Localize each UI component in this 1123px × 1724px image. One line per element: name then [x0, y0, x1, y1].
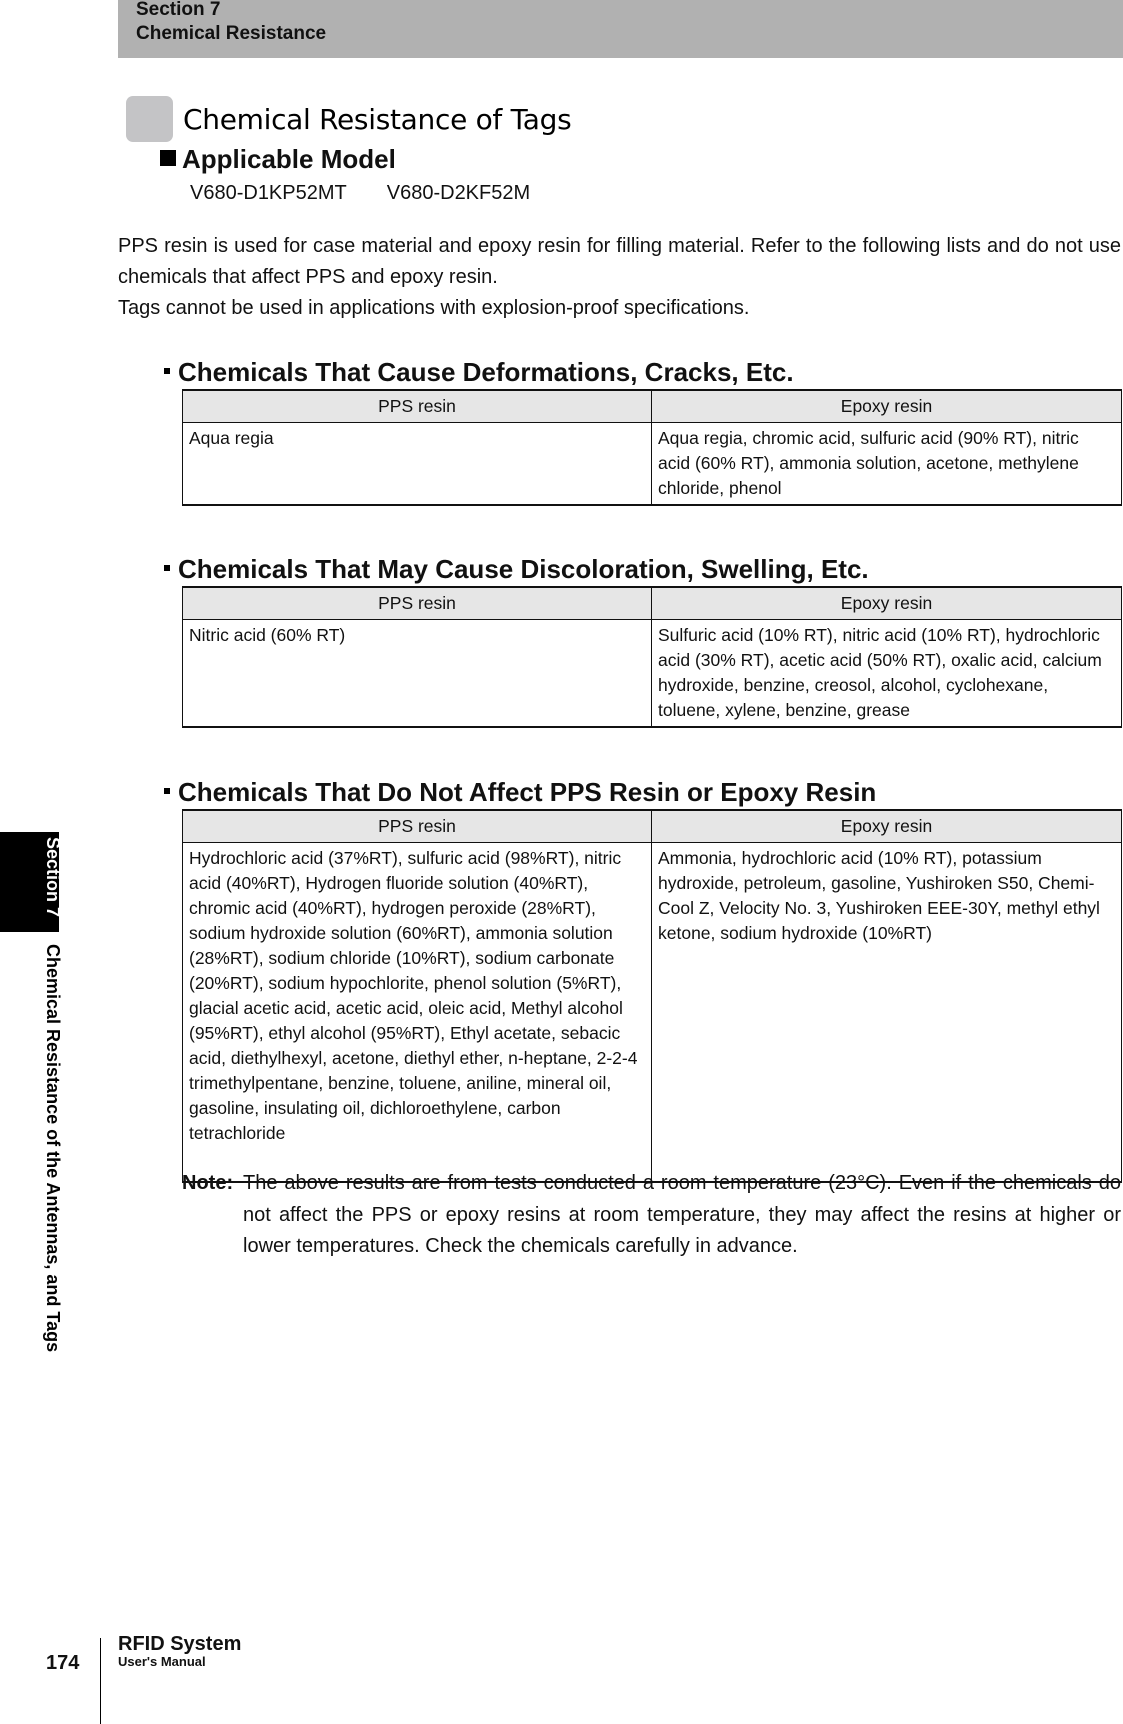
model-item: V680-D1KP52MT — [190, 182, 347, 204]
bullet-icon — [164, 368, 170, 374]
page-number: 174 — [46, 1652, 80, 1674]
chemicals-table-no-effect — [182, 809, 1122, 1183]
applicable-model-label: Applicable Model — [182, 144, 396, 174]
table-header-row — [183, 587, 1122, 620]
page-title: Chemical Resistance of Tags — [183, 103, 572, 136]
epoxy-cell: Aqua regia, chromic acid, sulfuric acid (90% RT), nitric acid (60% RT), ammonia solution, acetone, methylene chloride, phenol — [652, 423, 1122, 506]
footer-manual-subtitle: User's Manual — [118, 1654, 206, 1669]
epoxy-cell: Sulfuric acid (10% RT), nitric acid (10% RT), hydrochloric acid (30% RT), acetic acid (50% RT), oxalic acid, calcium hydroxide, benzine, creosol, alcohol, cyclohexane, toluene, xylene, benzine, grease — [652, 620, 1122, 728]
column-header-epoxy: Epoxy resin — [652, 587, 1122, 620]
chemicals-table-deformation — [182, 389, 1122, 506]
table-header-row — [183, 810, 1122, 843]
note-label: Note: — [182, 1172, 234, 1194]
note-text: The above results are from tests conducted a room temperature (23°C). Even if the chemicals do not affect the PPS or epoxy resins at room temperature, they may affect the resins at higher or lower temperatures. Check the chemicals carefully in advance. — [243, 1172, 1121, 1257]
table-heading — [164, 356, 794, 388]
table-row — [183, 843, 1122, 1182]
note-block — [182, 1168, 1121, 1263]
column-header-pps: PPS resin — [183, 390, 652, 423]
chemicals-table-discoloration — [182, 586, 1122, 728]
column-header-pps: PPS resin — [183, 587, 652, 620]
table-row — [183, 620, 1122, 728]
bullet-icon — [164, 788, 170, 794]
column-header-epoxy: Epoxy resin — [652, 810, 1122, 843]
section-number: Section 7 — [136, 0, 221, 20]
intro-paragraph: PPS resin is used for case material and epoxy resin for filling material. Refer to the following lists and do not use chemicals that affect PPS and epoxy resin. — [118, 235, 1121, 288]
heading-marker-box — [126, 96, 173, 142]
model-item: V680-D2KF52M — [386, 182, 531, 204]
table-header-row — [183, 390, 1122, 423]
table-heading-label: Chemicals That May Cause Discoloration, Swelling, Etc. — [178, 554, 869, 584]
table-heading — [164, 776, 876, 808]
section-title: Chemical Resistance — [136, 23, 327, 44]
square-bullet-icon — [160, 150, 176, 166]
pps-cell: Aqua regia — [183, 423, 652, 506]
pps-cell: Nitric acid (60% RT) — [183, 620, 652, 728]
column-header-pps: PPS resin — [183, 810, 652, 843]
epoxy-cell: Ammonia, hydrochloric acid (10% RT), potassium hydroxide, petroleum, gasoline, Yushiroken S50, Chemi-Cool Z, Velocity No. 3, Yushiroken EEE-30Y, methyl ethyl ketone, sodium hydroxide (10%RT) — [652, 843, 1122, 1182]
applicable-model-heading — [160, 143, 396, 175]
side-chapter-title: Chemical Resistance of the Antennas, and Tags — [43, 944, 63, 1353]
intro-text — [118, 231, 1121, 324]
bullet-icon — [164, 565, 170, 571]
section-header-bar — [118, 0, 1123, 58]
column-header-epoxy: Epoxy resin — [652, 390, 1122, 423]
table-row — [183, 423, 1122, 506]
table-heading — [164, 553, 869, 585]
intro-paragraph: Tags cannot be used in applications with explosion-proof specifications. — [118, 297, 750, 319]
table-heading-label: Chemicals That Cause Deformations, Cracks, Etc. — [178, 357, 794, 387]
pps-cell: Hydrochloric acid (37%RT), sulfuric acid (98%RT), nitric acid (40%RT), Hydrogen fluoride solution (40%RT), chromic acid (40%RT), hydrogen peroxide (28%RT), sodium hydroxide solution (60%RT), ammonia solution (28%RT), sodium chloride (10%RT), sodium carbonate (20%RT), sodium hypochlorite, phenol solution (5%RT), glacial acetic acid, acetic acid, oleic acid, Methyl alcohol (95%RT), ethyl alcohol (95%RT), Ethyl acetate, sebacic acid, diethylhexyl, acetone, diethyl ether, n-heptane, 2-2-4 trimethylpentane, benzine, toluene, aniline, mineral oil, gasoline, insulating oil, dichloroethylene, carbon tetrachloride — [183, 843, 652, 1182]
table-heading-label: Chemicals That Do Not Affect PPS Resin or Epoxy Resin — [178, 777, 877, 807]
side-section-tab-label: Section 7 — [43, 837, 63, 918]
footer-manual-title: RFID System — [118, 1633, 242, 1655]
footer-divider — [100, 1638, 101, 1724]
model-list — [190, 181, 530, 205]
